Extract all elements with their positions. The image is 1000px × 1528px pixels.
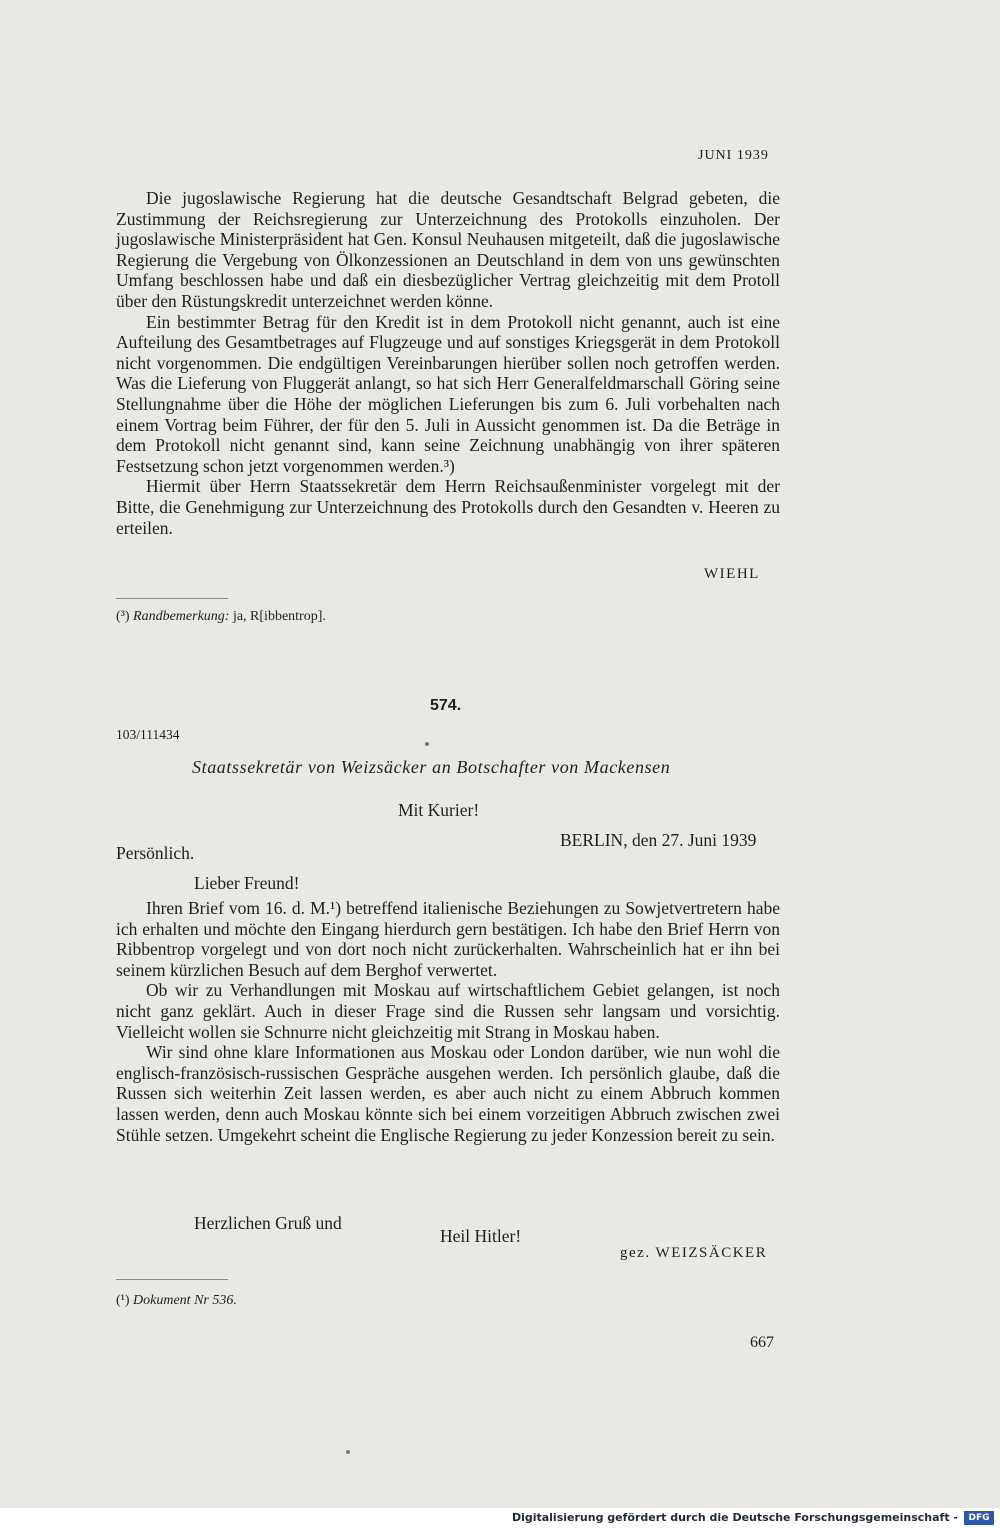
letter-body: [116, 898, 780, 1145]
footnote-divider: [116, 598, 228, 599]
footnote-text: Dokument Nr 536.: [133, 1293, 237, 1308]
signature-weizsaecker: gez. WEIZSÄCKER: [620, 1245, 768, 1261]
document-headline: Staatssekretär von Weizsäcker an Botschafter von Mackensen: [192, 757, 671, 777]
signature-wiehl: WIEHL: [704, 566, 760, 582]
digitization-notice: Digitalisierung gefördert durch die Deutsche Forschungsgemeinschaft -: [511, 1511, 958, 1524]
courier-note: Mit Kurier!: [398, 800, 480, 820]
scan-speck: [425, 742, 429, 746]
personal-note: Persönlich.: [116, 843, 195, 863]
footnote-1: [116, 1293, 237, 1309]
footnote-3: [116, 609, 326, 625]
dfg-logo: DFG: [964, 1511, 994, 1525]
archive-reference: 103/111434: [116, 727, 180, 742]
footnote-label: Randbemerkung:: [133, 609, 230, 624]
paragraph: Ein bestimmter Betrag für den Kredit ist in dem Protokoll nicht genannt, auch ist eine Aufteilung des Gesamtbetrages auf Flugzeuge und auf sonstiges Kriegsgerät in dem Protokoll nicht vorgenommen. Die endgültigen Vereinbarungen hierüber sollen noch getroffen werden. Was die Lieferung von Fluggerät anlangt, so hat sich Herr Generalfeldmarschall Göring seine Stellungnahme über die Höhe der möglichen Lieferungen bis zum 6. Juli vorbehalten nach einem Vortrag beim Führer, der für den 5. Juli in Aussicht genommen ist. Da die Beträge in dem Protokoll nicht genannt sind, kann seine Zeichnung unabhängig von ihrer späteren Festsetzung schon jetzt vorgenommen werden.³): [116, 311, 780, 476]
closing-salute: Heil Hitler!: [440, 1226, 522, 1246]
footnote-marker: (¹): [116, 1293, 130, 1308]
running-head: JUNI 1939: [698, 148, 769, 163]
document-number: 574.: [430, 697, 462, 714]
paragraph: Ihren Brief vom 16. d. M.¹) betreffend italienische Beziehungen zu Sowjetvertretern habe ich erhalten und möchte den Eingang hierdurch gern bestätigen. Ich habe den Brief Herrn von Ribbentrop vorgelegt und von dort noch nicht zurückerhalten. Wahrscheinlich hat er ihn bei seinem kürzlichen Besuch auf dem Berghof verwertet.: [116, 898, 780, 980]
footnote-text: ja, R[ibbentrop].: [232, 609, 326, 624]
paragraph: Hiermit über Herrn Staatssekretär dem Herrn Reichsaußenminister vorgelegt mit der Bitte, die Genehmigung zur Unterzeichnung des Protokolls durch den Gesandten v. Heeren zu erteilen.: [116, 476, 780, 538]
digitization-footer: [0, 1508, 1000, 1528]
place-date: BERLIN, den 27. Juni 1939: [560, 830, 757, 850]
scan-speck: [346, 1450, 350, 1454]
previous-document-body: [116, 188, 780, 538]
salutation: Lieber Freund!: [194, 873, 300, 893]
footnote-divider: [116, 1279, 228, 1280]
paragraph: Wir sind ohne klare Informationen aus Moskau oder London darüber, wie nun wohl die englisch-französisch-russischen Gespräche ausgehen werden. Ich persönlich glaube, daß die Russen sich weiterhin Zeit lassen werden, es aber auch nicht zu einem Abbruch kommen lassen werden, denn auch Moskau könnte sich bei einem vorzeitigen Abbruch zwischen zwei Stühle setzen. Umgekehrt scheint die Englische Regierung zu jeder Konzession bereit zu sein.: [116, 1042, 780, 1145]
paragraph: Ob wir zu Verhandlungen mit Moskau auf wirtschaftlichem Gebiet gelangen, ist noch nicht ganz geklärt. Auch in dieser Frage sind die Russen sehr langsam und vorsichtig. Vielleicht wollen sie Schnurre nicht gleichzeitig mit Strang in Moskau haben.: [116, 980, 780, 1042]
footnote-marker: (³): [116, 609, 130, 624]
paragraph: Die jugoslawische Regierung hat die deutsche Gesandtschaft Belgrad gebeten, die Zustimmung der Reichsregierung zur Unterzeichnung des Protokolls einzuholen. Der jugoslawische Ministerpräsident hat Gen. Konsul Neuhausen mitgeteilt, daß die jugoslawische Regierung die Vergebung von Ölkonzessionen an Deutschland in dem von uns gewünschten Umfang beschlossen habe und daß ein diesbezüglicher Vertrag gleichzeitig mit dem Protoll über den Rüstungskredit unterzeichnet werden könne.: [116, 188, 780, 311]
page-number: 667: [750, 1334, 774, 1351]
closing-greeting: Herzlichen Gruß und: [194, 1213, 342, 1233]
